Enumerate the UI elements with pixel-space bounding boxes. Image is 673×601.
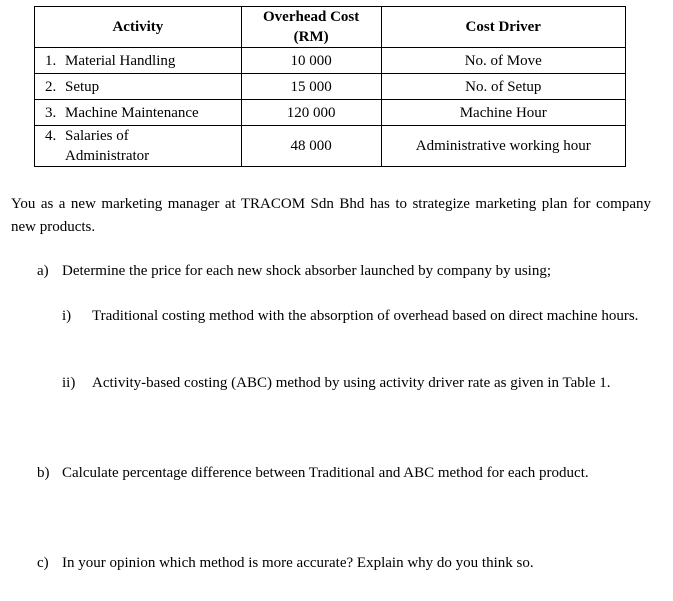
table-row [35, 126, 626, 167]
question-label: ii) [62, 375, 76, 391]
cost-driver-cell: Machine Hour [381, 100, 626, 126]
activity-name: Machine Maintenance [65, 104, 199, 121]
question-a-i [62, 305, 649, 328]
table-row [35, 48, 626, 74]
question-c [37, 552, 649, 575]
table-row [35, 74, 626, 100]
row-number: 3. [45, 104, 57, 121]
header-cost-driver: Cost Driver [381, 7, 626, 48]
row-number: 1. [45, 52, 57, 69]
question-label: a) [37, 263, 49, 279]
header-overhead-cost [241, 7, 381, 48]
row-number: 4. [45, 128, 57, 144]
activity-name: Salaries of Administrator [65, 128, 150, 164]
question-text: Activity-based costing (ABC) method by using activity driver rate as given in Table 1. [92, 375, 611, 391]
overhead-cost-cell: 48 000 [241, 126, 381, 167]
intro-paragraph: You as a new marketing manager at TRACOM Sdn Bhd has to strategize marketing plan for company new products. [11, 196, 651, 235]
cost-driver-cell: Administrative working hour [381, 126, 626, 167]
header-overhead-cost-unit: (RM) [293, 29, 329, 45]
activity-cell [35, 48, 242, 74]
question-a [37, 260, 649, 283]
activity-name: Material Handling [65, 52, 176, 69]
activity-cell [35, 100, 242, 126]
header-overhead-cost-label: Overhead Cost [263, 9, 360, 25]
cost-driver-cell: No. of Setup [381, 74, 626, 100]
cost-driver-cell: No. of Move [381, 48, 626, 74]
question-label: c) [37, 555, 49, 571]
question-text: Determine the price for each new shock absorber launched by company by using; [62, 263, 551, 279]
question-text: Traditional costing method with the absorption of overhead based on direct machine hours. [92, 308, 639, 324]
question-text: In your opinion which method is more accurate? Explain why do you think so. [62, 555, 534, 571]
activity-cell [35, 126, 242, 167]
question-text: Calculate percentage difference between Traditional and ABC method for each product. [62, 465, 589, 481]
activity-name: Setup [65, 78, 100, 95]
table-header-row [35, 7, 626, 48]
header-activity: Activity [35, 7, 242, 48]
activity-cell [35, 74, 242, 100]
overhead-cost-cell: 15 000 [241, 74, 381, 100]
question-label: i) [62, 308, 72, 324]
question-b [37, 462, 649, 485]
question-a-ii [62, 372, 649, 395]
table-row [35, 100, 626, 126]
overhead-cost-cell: 10 000 [241, 48, 381, 74]
overhead-cost-cell: 120 000 [241, 100, 381, 126]
activity-cost-table [34, 6, 626, 167]
question-label: b) [37, 465, 50, 481]
row-number: 2. [45, 78, 57, 95]
